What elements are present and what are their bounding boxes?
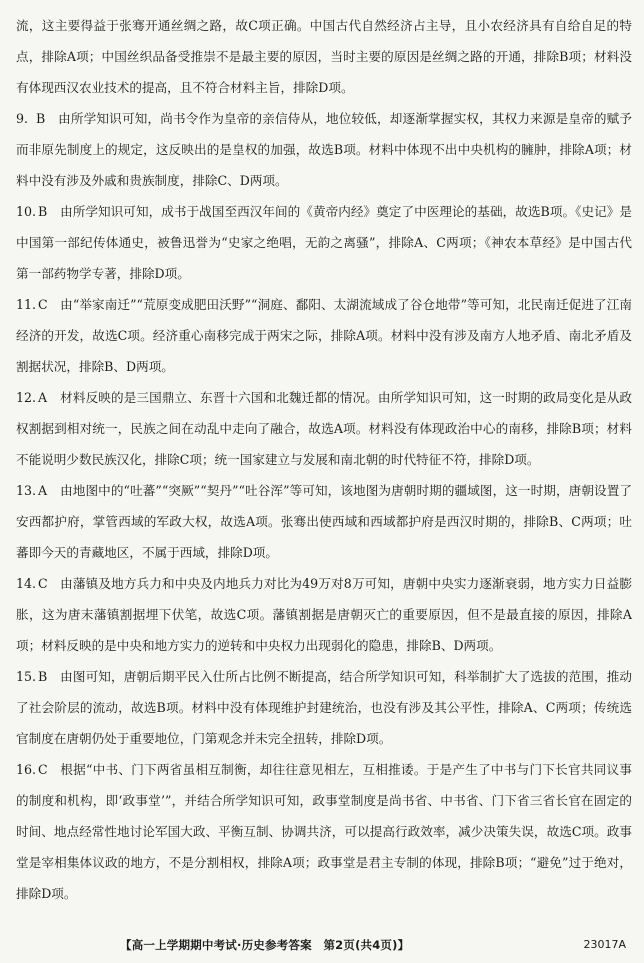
- item-answer: C: [38, 762, 48, 777]
- item-number: 15.: [16, 669, 37, 684]
- answer-item-11: [16, 289, 632, 382]
- item-number: 13.: [16, 483, 37, 498]
- item-explanation: 材料反映的是三国鼎立、东晋十六国和北魏迁都的情况。由所学知识可知，这一时期的政局变化是从政权割据到相对统一，民族之间在动乱中走向了融合，故选A项。材料没有体现政治中心的南移，排除B项；材料不能说明少数民族汉化，排除C项；统一国家建立与发展和南北朝的时代特征不符，排除D项。: [16, 390, 632, 467]
- item-answer: B: [38, 669, 48, 684]
- answer-item-15: [16, 661, 632, 754]
- item-explanation: 由所学知识可知，成书于战国至西汉年间的《黄帝内经》奠定了中医理论的基础，故选B项。《史记》是中国第一部纪传体通史，被鲁迅誉为“史家之绝唱，无韵之离骚”，排除A、C两项；《神农本草经》是中国古代第一部药物学专著，排除D项。: [16, 204, 632, 281]
- item-number: 10.: [16, 204, 37, 219]
- answer-item-16: [16, 754, 632, 909]
- item-answer: B: [36, 111, 46, 126]
- item-answer: A: [38, 390, 48, 405]
- item-number: 16.: [16, 762, 37, 777]
- footer-title: 【高一上学期期中考试·历史参考答案 第2页(共4页)】: [120, 938, 410, 952]
- item-number: 9.: [16, 111, 29, 126]
- item-explanation: 由地图中的“吐蕃”“突厥”“契丹”“吐谷浑”等可知，该地图为唐朝时期的疆域图，这一时期，唐朝设置了安西都护府，掌管西域的军政大权，故选A项。张骞出使西域和西域都护府是西汉时期的，排除B、C两项；吐蕃即今天的青藏地区，不属于西域，排除D项。: [16, 483, 632, 560]
- answer-item-12: [16, 382, 632, 475]
- continuation-paragraph: 流，这主要得益于张骞开通丝绸之路，故C项正确。中国古代自然经济占主导，且小农经济具有自给自足的特点，排除A项；中国丝织品备受推崇不是最主要的原因，当时主要的原因是丝绸之路的开通，排除B项；材料没有体现西汉农业技术的提高，且不符合材料主旨，排除D项。: [16, 18, 632, 95]
- item-number: 12.: [16, 390, 37, 405]
- item-answer: C: [38, 297, 48, 312]
- item-number: 14.: [16, 576, 37, 591]
- answer-item-10: [16, 196, 632, 289]
- item-answer: C: [38, 576, 48, 591]
- answer-item-9: [16, 103, 632, 196]
- item-explanation: 由图可知，唐朝后期平民入仕所占比例不断提高，结合所学知识可知，科举制扩大了选拔的范围，推动了社会阶层的流动，故选B项。材料中没有体现维护封建统治，也没有涉及其公平性，排除A、C两项；传统选官制度在唐朝仍处于重要地位，门第观念并未完全扭转，排除D项。: [16, 669, 632, 746]
- item-explanation: 由藩镇及地方兵力和中央及内地兵力对比为49万对8万可知，唐朝中央实力逐渐衰弱，地方实力日益膨胀，这为唐末藩镇割据埋下伏笔，故选C项。藩镇割据是唐朝灭亡的重要原因，但不是最直接的原因，排除A项；材料反映的是中央和地方实力的逆转和中央权力出现弱化的隐患，排除B、D两项。: [16, 576, 632, 653]
- item-explanation: 根据“中书、门下两省虽相互制衡，却往往意见相左，互相推诿。于是产生了中书与门下长官共同议事的制度和机构，即‘政事堂’”，并结合所学知识可知，政事堂制度是尚书省、中书省、门下省三省长官在固定的时间、地点经常性地讨论军国大政、平衡互制、协调共济，可以提高行政效率，减少决策失误，故选C项。政事堂是宰相集体议政的地方，不是分割相权，排除A项；政事堂是君主专制的体现，排除B项；“避免”过于绝对，排除D项。: [16, 762, 632, 901]
- item-explanation: 由所学知识可知，尚书令作为皇帝的亲信侍从，地位较低，却逐渐掌握实权，其权力来源是皇帝的赋予而非原先制度上的规定，这反映出的是皇权的加强，故选B项。材料中体现不出中央机构的臃肿，排除A项；材料中没有涉及外戚和贵族制度，排除C、D两项。: [16, 111, 632, 188]
- answer-content: [16, 10, 632, 909]
- item-answer: B: [38, 204, 48, 219]
- item-answer: A: [38, 483, 48, 498]
- item-number: 11.: [16, 297, 37, 312]
- page-footer: [0, 937, 644, 957]
- footer-code: 23017A: [583, 938, 626, 951]
- item-explanation: 由“举家南迁”“荒原变成肥田沃野”“洞庭、鄱阳、太湖流域成了谷仓地带”等可知，北民南迁促进了江南经济的开发，故选C项。经济重心南移完成于两宋之际，排除A项。材料中没有涉及南方人地矛盾、南北矛盾及割据状况，排除B、D两项。: [16, 297, 632, 374]
- answer-item-13: [16, 475, 632, 568]
- answer-item-14: [16, 568, 632, 661]
